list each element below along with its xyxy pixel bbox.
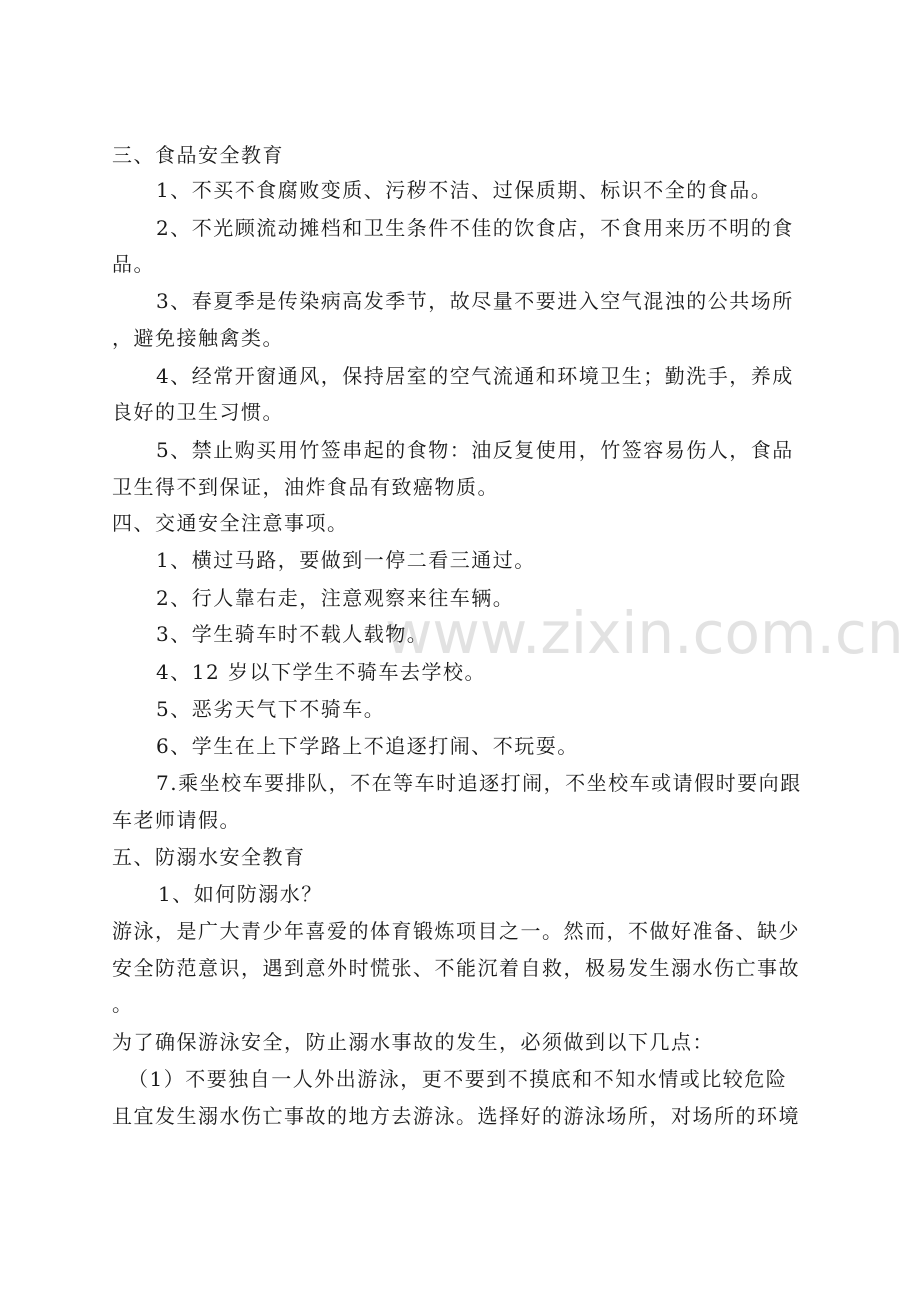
list-item: 1、横过马路，要做到一停二看三通过。 bbox=[156, 548, 536, 572]
paragraph-line: 且宜发生溺水伤亡事故的地方去游泳。选择好的游泳场所，对场所的环境 bbox=[112, 1104, 800, 1128]
watermark-text: www.zixin.com.cn bbox=[385, 599, 904, 667]
list-item: 3、学生骑车时不载人载物。 bbox=[156, 622, 429, 646]
list-item: 6、学生在上下学路上不追逐打闹、不玩耍。 bbox=[156, 734, 579, 758]
subheading: 1、如何防溺水？ bbox=[158, 882, 323, 906]
paragraph-line: 3、春夏季是传染病高发季节，故尽量不要进入空气混浊的公共场所 bbox=[156, 289, 794, 313]
list-item: 4、12 岁以下学生不骑车去学校。 bbox=[156, 660, 487, 684]
paragraph-line: 为了确保游泳安全，防止溺水事故的发生，必须做到以下几点： bbox=[112, 1030, 714, 1054]
paragraph-line: （1）不要独自一人外出游泳，更不要到不摸底和不知水情或比较危险 bbox=[128, 1067, 788, 1091]
paragraph-line: 安全防范意识，遇到意外时慌张、不能沉着自救，极易发生溺水伤亡事故 bbox=[112, 956, 800, 980]
list-item: 5、恶劣天气下不骑车。 bbox=[156, 697, 386, 721]
section-heading-food-safety: 三、食品安全教育 bbox=[112, 143, 284, 167]
list-item: 7.乘坐校车要排队，不在等车时追逐打闹，不坐校车或请假时要向跟 bbox=[156, 771, 802, 795]
paragraph-line: 4、经常开窗通风，保持居室的空气流通和环境卫生；勤洗手，养成 bbox=[156, 364, 794, 388]
paragraph-line: 2、不光顾流动摊档和卫生条件不佳的饮食店，不食用来历不明的食 bbox=[156, 216, 794, 240]
paragraph-line: 5、禁止购买用竹签串起的食物：油反复使用，竹签容易伤人，食品 bbox=[156, 438, 794, 462]
paragraph-line: 良好的卫生习惯。 bbox=[112, 400, 284, 424]
paragraph-line: 车老师请假。 bbox=[112, 808, 241, 832]
paragraph-line: 。 bbox=[112, 992, 134, 1016]
paragraph-line: ，避免接触禽类。 bbox=[112, 326, 284, 350]
section-heading-traffic-safety: 四、交通安全注意事项。 bbox=[112, 511, 349, 535]
paragraph-line: 品。 bbox=[112, 252, 155, 276]
paragraph-line: 1、不买不食腐败变质、污秽不洁、过保质期、标识不全的食品。 bbox=[156, 178, 773, 202]
list-item: 2、行人靠右走，注意观察来往车辆。 bbox=[156, 586, 515, 610]
paragraph-line: 游泳，是广大青少年喜爱的体育锻炼项目之一。然而，不做好准备、缺少 bbox=[112, 919, 800, 943]
paragraph-line: 卫生得不到保证，油炸食品有致癌物质。 bbox=[112, 475, 499, 499]
section-heading-drowning-prevention: 五、防溺水安全教育 bbox=[112, 845, 306, 869]
